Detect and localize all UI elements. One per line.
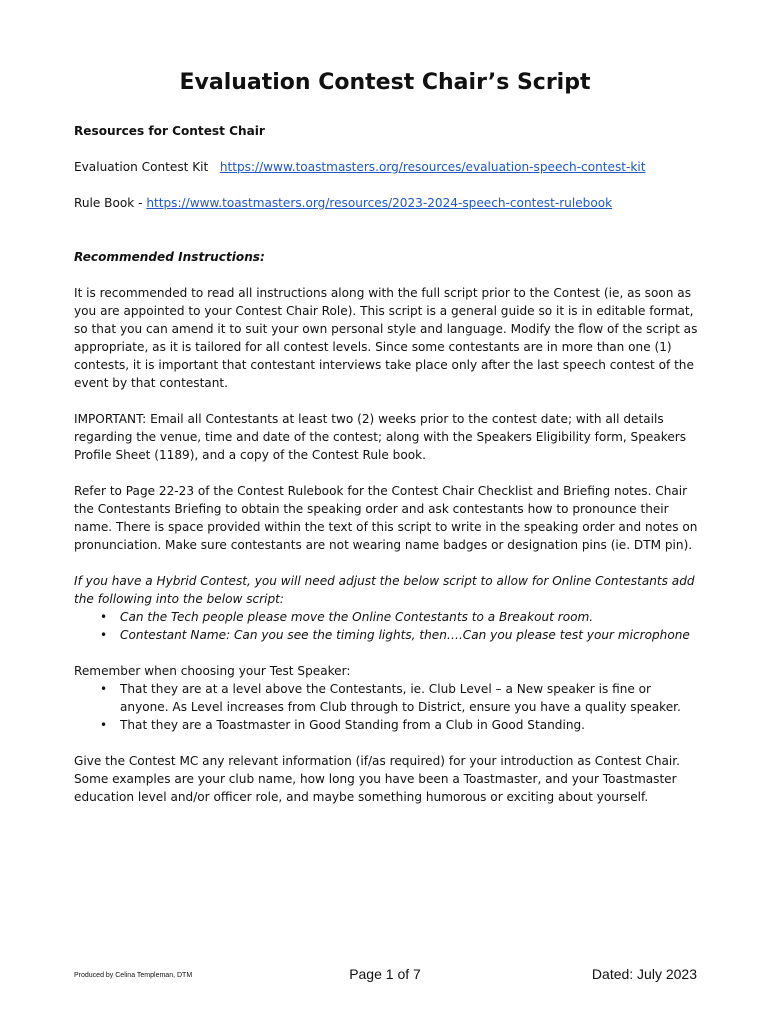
kit-line [74, 158, 698, 176]
list-item: • Can the Tech people please move the Online Contestants to a Breakout room. [74, 608, 698, 626]
list-item: • That they are at a level above the Contestants, ie. Club Level – a New speaker is fine or anyone. As Level increases from Club through to District, ensure you have a quality speaker. [74, 680, 698, 716]
footer-page-number: Page 1 of 7 [349, 966, 421, 982]
spacer [74, 230, 698, 248]
document-body [74, 122, 698, 806]
kit-label: Evaluation Contest Kit [74, 160, 209, 174]
test-speaker-list [74, 680, 698, 734]
rulebook-label: Rule Book - [74, 196, 143, 210]
paragraph-refer: Refer to Page 22-23 of the Contest Rulebook for the Contest Chair Checklist and Briefing notes. Chair the Contestants Briefing to obtain the speaking order and ask contestants how to pronounce their name. There is space provided within the text of this script to write in the speaking order and notes on pronunciation. Make sure contestants are not wearing name badges or designation pins (ie. DTM pin). [74, 484, 698, 552]
paragraph-important: IMPORTANT: Email all Contestants at least two (2) weeks prior to the contest date; with all details regarding the venue, time and date of the contest; along with the Speakers Eligibility form, Speakers Profile Sheet (1189), and a copy of the Contest Rule book. [74, 412, 687, 462]
page-footer [0, 966, 770, 990]
list-item: • That they are a Toastmaster in Good Standing from a Club in Good Standing. [74, 716, 698, 734]
footer-author: Produced by Celina Templeman, DTM [74, 972, 193, 979]
rulebook-link[interactable]: https://www.toastmasters.org/resources/2023-2024-speech-contest-rulebook [146, 196, 613, 210]
paragraph-mc-info: Give the Contest MC any relevant information (if/as required) for your introduction as Contest Chair. Some examples are your club name, how long you have been a Toastmaster, and your Toastmaster education level and/or officer role, and maybe something humorous or exciting about yourself. [74, 754, 680, 804]
test-speaker-intro: Remember when choosing your Test Speaker: [74, 664, 351, 678]
list-item: • Contestant Name: Can you see the timing lights, then….Can you please test your microphone [74, 626, 698, 644]
kit-link[interactable]: https://www.toastmasters.org/resources/evaluation-speech-contest-kit [219, 160, 646, 174]
resources-heading: Resources for Contest Chair [74, 124, 265, 138]
hybrid-list [74, 608, 698, 644]
footer-date: Dated: July 2023 [591, 966, 697, 982]
document-title: Evaluation Contest Chair’s Script [179, 70, 591, 95]
paragraph-instructions: It is recommended to read all instructions along with the full script prior to the Contest (ie, as soon as you are appointed to your Contest Chair Role). This script is a general guide so it is in editable format, so that you can amend it to suit your own personal style and language. Modify the flow of the script as appropriate, as it is tailored for all contest levels. Since some contestants are in more than one (1) contests, it is important that contestant interviews take place only after the last speech contest of the event by that contestant. [74, 286, 698, 390]
recommended-heading: Recommended Instructions: [74, 250, 265, 264]
hybrid-intro: If you have a Hybrid Contest, you will need adjust the below script to allow for Online Contestants add the following into the below script: [74, 574, 695, 606]
rulebook-line [74, 194, 698, 212]
